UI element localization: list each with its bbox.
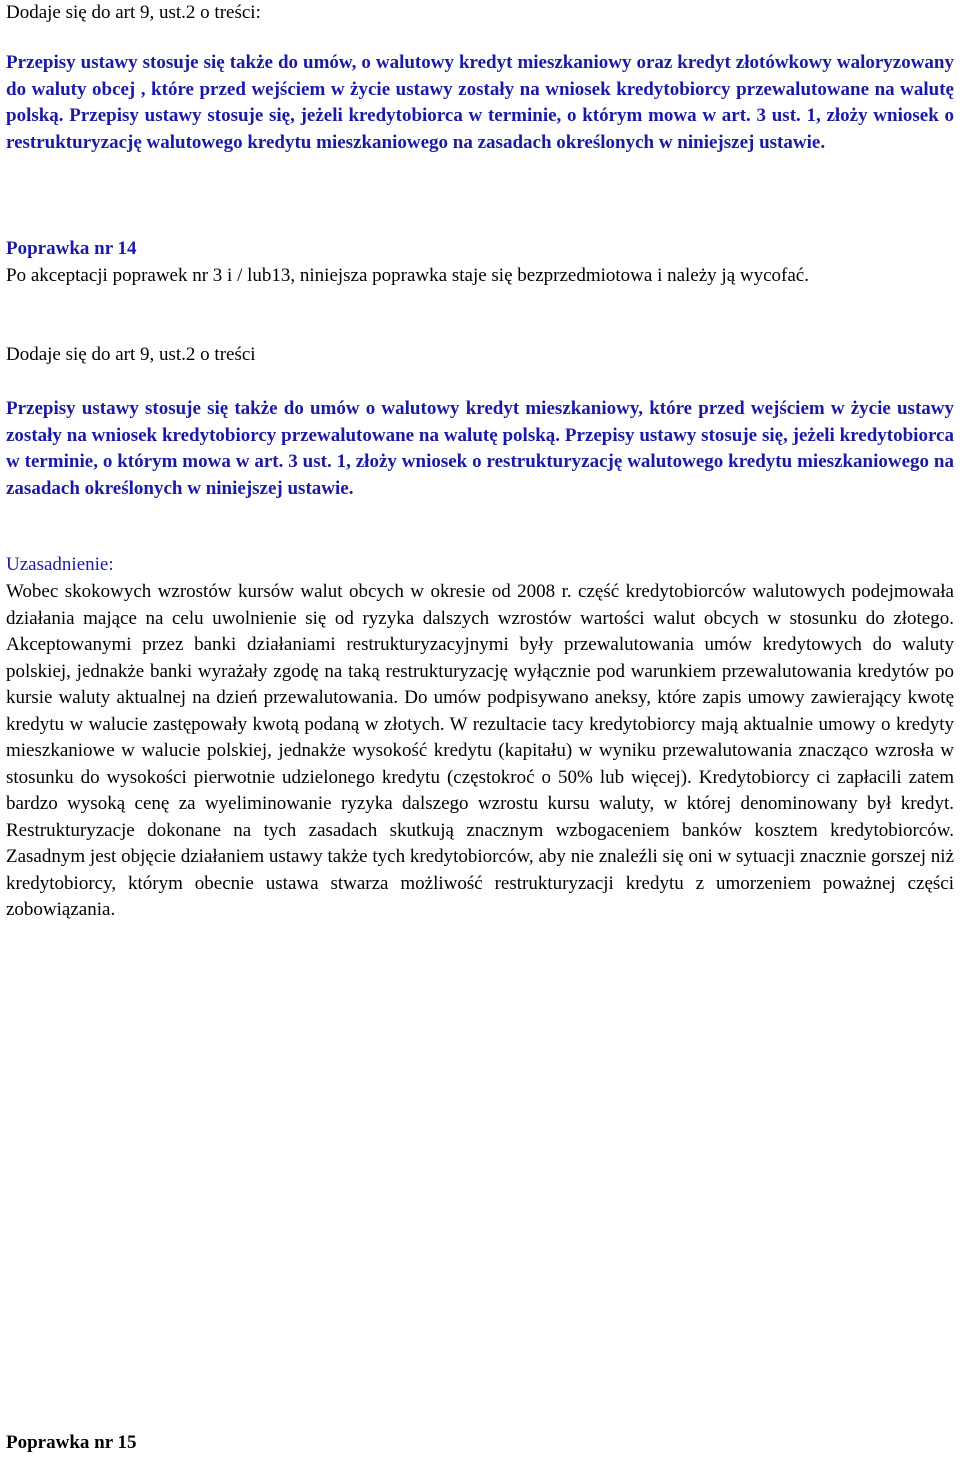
amendment-14-heading: Poprawka nr 14: [6, 238, 137, 259]
justification-text: Wobec skokowych wzrostów kursów walut obcych w okresie od 2008 r. część kredytobiorców walutowych podejmowała działania mające na celu uwolnienie się od ryzyka dalszych wzrostów wartości walut obcych w stosunku do złotego. Akceptowanymi przez banki działaniami restrukturyzacyjnymi były przewalutowania umów kredytowych do waluty polskiej, jednakże banki wyrażały zgodę na taką restrukturyzację wyłącznie pod warunkiem przewalutowania kredytów po kursie waluty aktualnej na dzień przewalutowania. Do umów podpisywano aneksy, które zapis umowy zawierający kwotę kredytu w walucie zastępowały kwotą podaną w złotych. W rezultacie tacy kredytobiorcy mają aktualnie umowy o kredyty mieszkaniowe w walucie polskiej, jednakże wysokość kredytu (kapitału) w wyniku przewalutowania znacząco wzrosła w stosunku do wysokości pierwotnie udzielonego kredytu (częstokroć o 50% lub więcej). Kredytobiorcy ci zapłacili zatem bardzo wysoką cenę za wyeliminowanie ryzyka dalszego wzrostu kursu waluty, w której denominowany był kredyt. Restrukturyzacje dokonane na tych zasadach skutkują znacznym wzbogaceniem banków kosztem kredytobiorców. Zasadnym jest objęcie działaniem ustawy także tych kredytobiorców, aby nie znaleźli się oni w sytuacji znacznie gorszej niż kredytobiorcy, którym obecnie ustawa stwarza możliwość restrukturyzacji kredytu z umorzeniem poważnej części zobowiązania.: [6, 581, 954, 920]
amendment-text-2: Przepisy ustawy stosuje się także do umów o walutowy kredyt mieszkaniowy, które przed wejściem w życie ustawy zostały na wniosek kredytobiorcy przewalutowane na walutę polską. Przepisy ustawy stosuje się, jeżeli kredytobiorca w terminie, o którym mowa w art. 3 ust. 1, złoży wniosek o restrukturyzację walutowego kredytu mieszkaniowego na zasadach określonych w niniejszej ustawie.: [6, 398, 954, 499]
amendment-text-1: Przepisy ustawy stosuje się także do umów, o walutowy kredyt mieszkaniowy oraz kredyt złotówkowy waloryzowany do waluty obcej , które przed wejściem w życie ustawy zostały na wniosek kredytobiorcy przewalutowane na walutę polską. Przepisy ustawy stosuje się, jeżeli kredytobiorca w terminie, o którym mowa w art. 3 ust. 1, złoży wniosek o restrukturyzację walutowego kredytu mieszkaniowego na zasadach określonych w niniejszej ustawie.: [6, 52, 954, 153]
amendment-15-heading: Poprawka nr 15: [6, 1432, 137, 1453]
amendment-14-text: Po akceptacji poprawek nr 3 i / lub13, niniejsza poprawka staje się bezprzedmiotowa i należy ją wycofać.: [6, 265, 809, 286]
intro-line-2: Dodaje się do art 9, ust.2 o treści: [6, 344, 256, 365]
intro-line-1: Dodaje się do art 9, ust.2 o treści:: [6, 2, 261, 23]
justification-label: Uzasadnienie:: [6, 554, 114, 575]
